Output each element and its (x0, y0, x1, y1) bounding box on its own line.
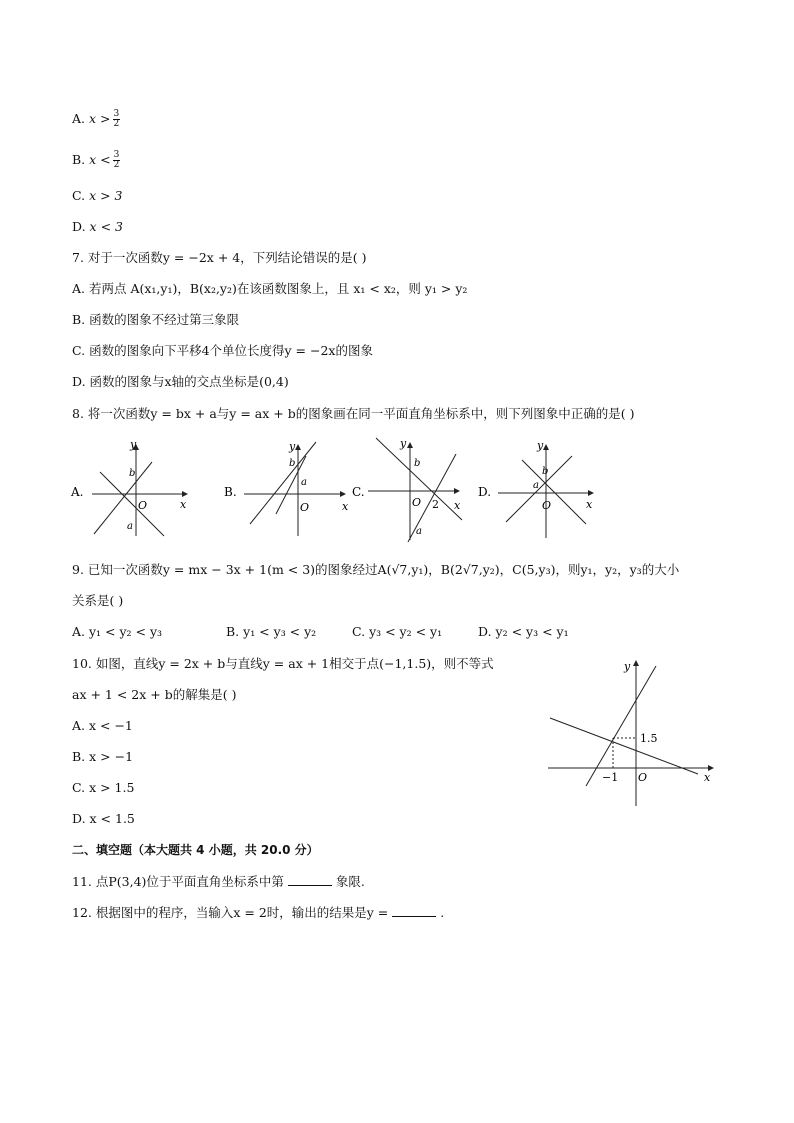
option-label: A. (71, 485, 84, 499)
q10-option-a[interactable]: A. x < −1 (72, 718, 133, 733)
q12: 12. 根据图中的程序，当输入x = 2时，输出的结果是y = . (72, 905, 445, 920)
fraction: $\frac{3}{2}$ (113, 150, 120, 170)
q7-option-b[interactable]: B. 函数的图象不经过第三象限 (72, 312, 240, 327)
q10-option-b[interactable]: B. x > −1 (72, 749, 134, 764)
q6-option-a[interactable]: A. x > $\frac{3}{2}$ (72, 109, 120, 129)
x-label: x (586, 498, 593, 511)
section-title: 二、填空题（本大题共 4 小题，共 20.0 分） (72, 843, 319, 857)
x-label: x (454, 499, 461, 512)
origin-label: O (138, 499, 148, 512)
x-intercept-label: 2 (432, 498, 439, 511)
q9-option-c[interactable]: C. y₃ < y₂ < y₁ (352, 624, 443, 639)
x-label: x (704, 771, 711, 784)
q8-figure-b[interactable] (222, 436, 352, 542)
intercept-b-label: b (542, 466, 549, 477)
q8-stem: 8. 将一次函数y = bx + a与y = ax + b的图象画在同一平面直角坐标系中，则下列图象中正确的是( ) (72, 406, 635, 421)
y-label: y (400, 437, 407, 450)
q7-option-a[interactable]: A. 若两点 A(x₁,y₁)，B(x₂,y₂)在该函数图象上，且 x₁ < x₂，则 y₁ > y₂ (72, 281, 468, 296)
q7-stem: 7. 对于一次函数y = −2x + 4，下列结论错误的是( ) (72, 250, 367, 265)
fraction: $\frac{3}{2}$ (113, 109, 120, 129)
x-label: x (180, 498, 187, 511)
option-label: B. (224, 485, 237, 499)
q6-option-c[interactable]: C. x > 3 (72, 188, 123, 203)
graph-a (70, 436, 200, 542)
q6-option-d[interactable]: D. x < 3 (72, 219, 123, 234)
q8-figure-a[interactable] (70, 436, 200, 542)
answer-blank[interactable] (288, 873, 332, 886)
intercept-a-label: a (301, 477, 307, 488)
y-arrow (295, 444, 301, 450)
intercept-b-label: b (414, 458, 421, 469)
x-arrow (340, 491, 346, 497)
y-arrow (407, 442, 413, 448)
q7-option-c[interactable]: C. 函数的图象向下平移4个单位长度得y = −2x的图象 (72, 343, 373, 358)
q10-figure (546, 656, 726, 810)
y-label: y (537, 439, 544, 452)
line-ax-plus-1 (550, 718, 698, 774)
q10-stem-line1: 10. 如图，直线y = 2x + b与直线y = ax + 1相交于点(−1,1.5)，则不等式 (72, 656, 494, 671)
y-label: y (289, 440, 296, 453)
intercept-a-label: a (416, 526, 422, 537)
origin-label: O (300, 501, 310, 514)
intercept-b-label: b (289, 458, 296, 469)
line-1 (506, 456, 572, 522)
y-label: y (624, 660, 631, 673)
q9-stem-line1: 9. 已知一次函数y = mx − 3x + 1(m < 3)的图象经过A(√7,y₁)，B(2√7,y₂)，C(5,y₃)，则y₁，y₂，y₃的大小 (72, 562, 680, 577)
option-label: D. (478, 485, 492, 499)
y-arrow (543, 444, 549, 450)
intercept-a-label: a (533, 480, 539, 491)
answer-blank[interactable] (392, 904, 436, 917)
q9-option-a[interactable]: A. y₁ < y₂ < y₃ (72, 624, 163, 639)
x-arrow (588, 490, 594, 496)
line-2 (522, 460, 586, 524)
intercept-a-label: a (127, 521, 133, 532)
q9-stem-line2: 关系是( ) (72, 593, 124, 608)
q8-figure-d[interactable] (476, 436, 606, 542)
q6-option-b[interactable]: B. x < $\frac{3}{2}$ (72, 150, 120, 170)
q10-graph (546, 656, 726, 810)
x-value-label: −1 (602, 771, 619, 784)
q10-option-d[interactable]: D. x < 1.5 (72, 811, 135, 826)
line-1 (94, 462, 152, 534)
graph-b (222, 436, 352, 542)
intercept-b-label: b (129, 468, 136, 479)
graph-d (476, 436, 606, 542)
q10-option-c[interactable]: C. x > 1.5 (72, 780, 135, 795)
y-label: y (130, 438, 137, 451)
q8-figure-c[interactable] (350, 434, 474, 544)
y-value-label: 1.5 (640, 732, 658, 745)
origin-label: O (412, 496, 422, 509)
q7-option-d[interactable]: D. 函数的图象与x轴的交点坐标是(0,4) (72, 374, 289, 389)
x-label: x (342, 500, 349, 513)
q9-option-d[interactable]: D. y₂ < y₃ < y₁ (478, 624, 569, 639)
q10-stem-line2: ax + 1 < 2x + b的解集是( ) (72, 687, 237, 702)
x-arrow (182, 491, 188, 497)
origin-label: O (638, 771, 648, 784)
origin-label: O (542, 499, 552, 512)
x-arrow (454, 488, 460, 494)
q11: 11. 点P(3,4)位于平面直角坐标系中第 象限. (72, 874, 365, 889)
graph-c (350, 434, 474, 544)
y-arrow (633, 660, 639, 666)
option-label: C. (352, 485, 365, 499)
q9-option-b[interactable]: B. y₁ < y₃ < y₂ (226, 624, 317, 639)
